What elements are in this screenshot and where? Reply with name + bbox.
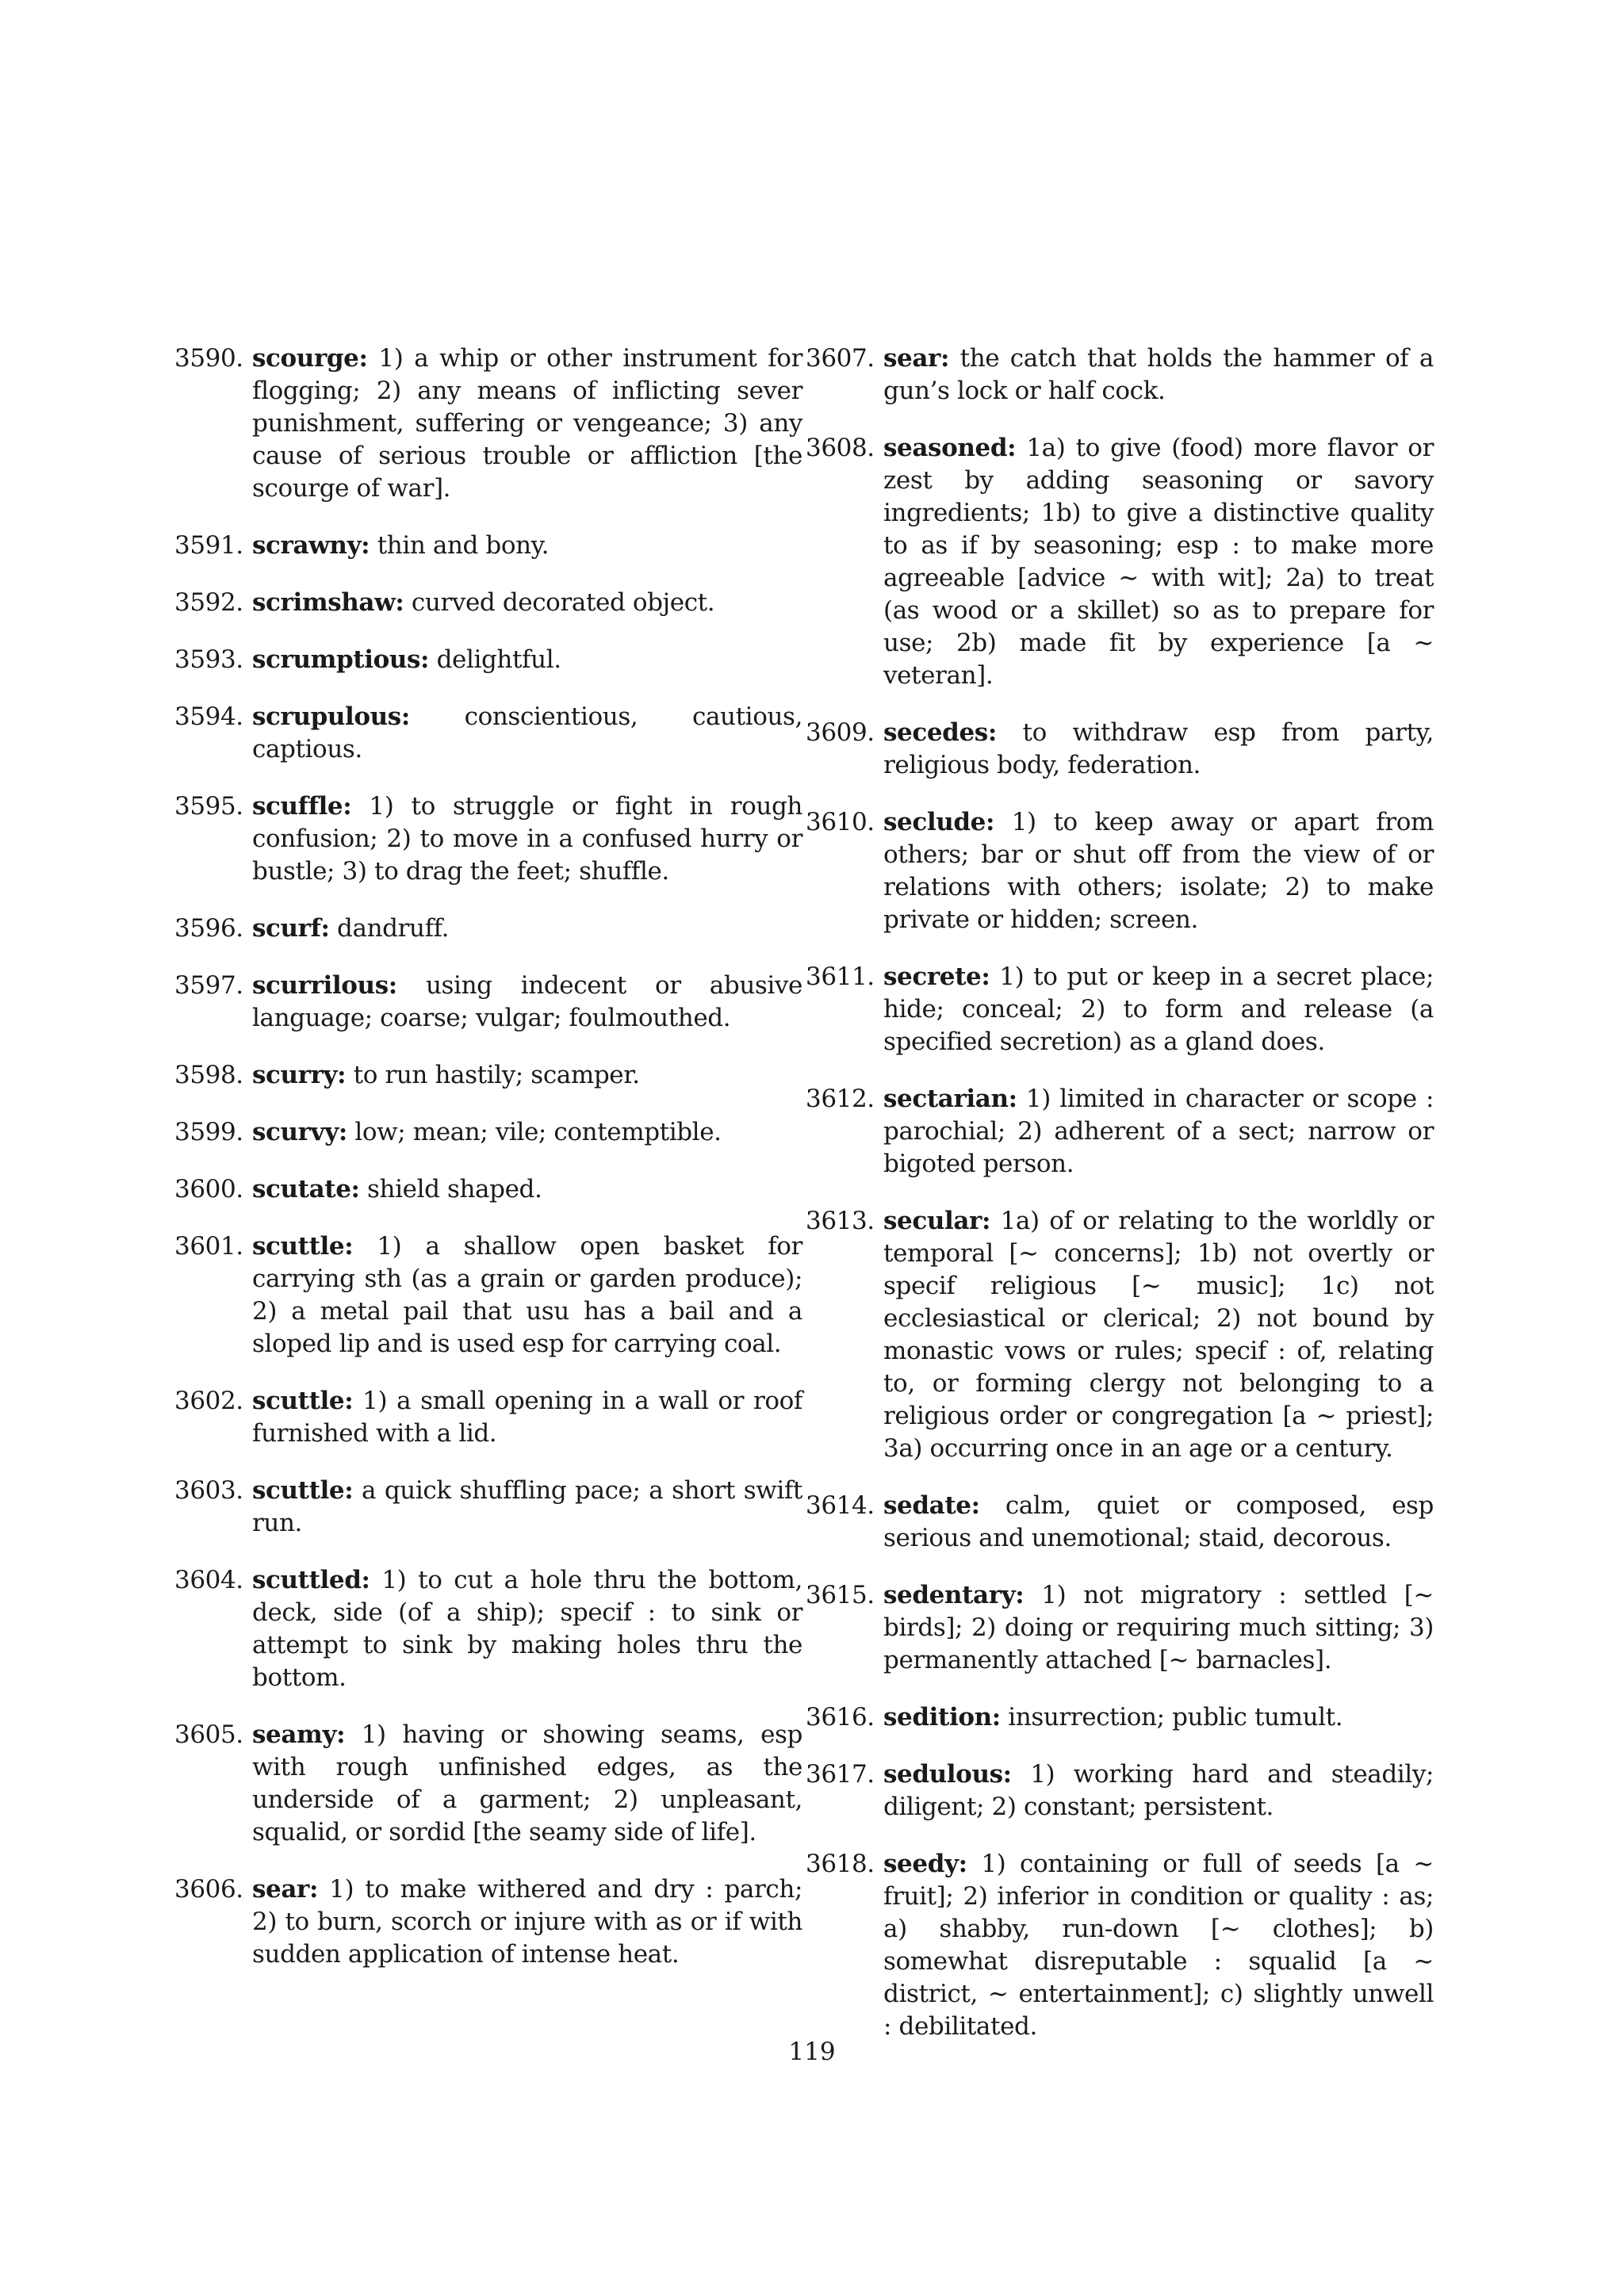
dictionary-entry — [176, 1719, 802, 1849]
entry-definition: 1) containing or full of seeds [a ∼ fruit]; 2) inferior in condition or quality : as; a) shabby, run-down [∼ clothes]; b) somewhat disreputable : squalid [a ∼ district, ∼ entertainment]; c) slightly unwell : debilitated. — [883, 1850, 1434, 2041]
entry-number: 3617. — [806, 1760, 875, 1789]
dictionary-entry — [176, 1475, 802, 1540]
entry-definition: 1a) of or relating to the worldly or temporal [∼ concerns]; 1b) not overtly or specif religious [∼ music]; 1c) not ecclesiastical or clerical; 2) not bound by monastic vows or rules; specif : of, relating to, or forming clergy not belonging to a religious order or congregation [a ∼ priest]; 3a) occurring once in an age or a century. — [883, 1207, 1434, 1463]
entry-term: scurrilous: — [252, 971, 397, 1000]
entry-definition: delightful. — [436, 645, 561, 674]
entry-number: 3612. — [806, 1085, 875, 1113]
entry-term: sedulous: — [883, 1760, 1012, 1789]
entry-number: 3593. — [174, 645, 243, 674]
entry-number: 3599. — [174, 1118, 243, 1146]
entry-term: scrumptious: — [252, 645, 430, 674]
entry-term: secrete: — [883, 962, 990, 991]
entry-definition: 1) to cut a hole thru the bottom, deck, side (of a ship); specif : to sink or attempt to sink by making holes thru the bottom. — [252, 1566, 802, 1692]
entry-number: 3596. — [174, 914, 243, 943]
entry-definition: 1) a small opening in a wall or roof furnished with a lid. — [252, 1387, 802, 1448]
entry-term: sear: — [883, 344, 950, 373]
dictionary-entry — [176, 970, 802, 1035]
dictionary-entry — [176, 1173, 802, 1206]
entry-definition: 1a) to give (food) more flavor or zest by adding seasoning or savory ingredients; 1b) to give a distinctive quality to as if by seasoning; esp : to make more agreeable [advice ∼ with wit]; 2a) to treat (as wood or a skillet) so as to prepare for use; 2b) made fit by experience [a ∼ veteran]. — [883, 434, 1434, 690]
entry-number: 3591. — [174, 531, 243, 560]
dictionary-entry — [807, 1758, 1434, 1823]
entry-term: sedition: — [883, 1703, 1001, 1732]
entry-number: 3600. — [174, 1175, 243, 1203]
entry-term: sectarian: — [883, 1085, 1017, 1113]
entry-definition: dandruff. — [337, 914, 450, 943]
entry-term: seamy: — [252, 1720, 346, 1749]
dictionary-entry — [176, 790, 802, 888]
dictionary-entry — [176, 1230, 802, 1360]
dictionary-entry — [176, 530, 802, 562]
entry-term: secular: — [883, 1207, 991, 1235]
entry-term: seasoned: — [883, 434, 1017, 462]
entry-number: 3597. — [174, 971, 243, 1000]
entry-term: scrupulous: — [252, 702, 410, 731]
entry-number: 3601. — [174, 1232, 243, 1261]
entry-definition: curved decorated object. — [411, 588, 715, 617]
entry-term: scuttle: — [252, 1232, 354, 1261]
entry-number: 3611. — [806, 962, 875, 991]
entry-term: seclude: — [883, 808, 995, 836]
entry-definition: shield shaped. — [367, 1175, 542, 1203]
dictionary-entry — [807, 1701, 1434, 1734]
entry-term: scuttle: — [252, 1387, 354, 1415]
dictionary-entry — [807, 806, 1434, 936]
entry-definition: 1) a whip or other instrument for flogging; 2) any means of inflicting sever punishment, suffering or vengeance; 3) any cause of serious trouble or affliction [the scourge of war]. — [252, 344, 802, 503]
entry-term: scuttle: — [252, 1476, 354, 1505]
entry-term: scurry: — [252, 1061, 347, 1089]
entry-number: 3595. — [174, 792, 243, 821]
dictionary-entry — [807, 1579, 1434, 1677]
page-number: 119 — [788, 2038, 836, 2066]
entry-definition: a quick shuffling pace; a short swift run. — [252, 1476, 802, 1537]
dictionary-entry — [176, 1116, 802, 1149]
dictionary-entry — [807, 1490, 1434, 1555]
entry-term: scourge: — [252, 344, 368, 373]
entry-number: 3618. — [806, 1850, 875, 1878]
left-column — [176, 342, 802, 1996]
entry-number: 3615. — [806, 1581, 875, 1609]
entry-number: 3592. — [174, 588, 243, 617]
entry-number: 3614. — [806, 1491, 875, 1520]
entry-definition: thin and bony. — [377, 531, 550, 560]
entry-term: scutate: — [252, 1175, 360, 1203]
entry-number: 3608. — [806, 434, 875, 462]
entry-number: 3606. — [174, 1875, 243, 1904]
entry-term: scuffle: — [252, 792, 352, 821]
entry-term: sedentary: — [883, 1581, 1025, 1609]
dictionary-entry — [176, 701, 802, 766]
entry-definition: 1) working hard and steadily; diligent; 2) constant; persistent. — [883, 1760, 1434, 1821]
dictionary-entry — [807, 342, 1434, 408]
entry-number: 3609. — [806, 718, 875, 747]
entry-number: 3610. — [806, 808, 875, 836]
entry-term: scurf: — [252, 914, 330, 943]
dictionary-entry — [176, 1873, 802, 1971]
entry-term: secedes: — [883, 718, 997, 747]
dictionary-entry — [176, 1385, 802, 1450]
entry-number: 3613. — [806, 1207, 875, 1235]
entry-definition: to run hastily; scamper. — [353, 1061, 640, 1089]
entry-definition: 1) to keep away or apart from others; bar or shut off from the view of or relations with others; isolate; 2) to make private or hidden; screen. — [883, 808, 1434, 934]
entry-definition: 1) to put or keep in a secret place; hide; conceal; 2) to form and release (a specified secretion) as a gland does. — [883, 962, 1434, 1056]
entry-definition: the catch that holds the hammer of a gun’s lock or half cock. — [883, 344, 1434, 405]
dictionary-entry — [807, 1083, 1434, 1181]
dictionary-entry — [807, 717, 1434, 782]
entry-definition: to withdraw esp from party, religious body, federation. — [883, 718, 1434, 779]
entry-definition: 1) to make withered and dry : parch; 2) to burn, scorch or injure with as or if with sudden application of intense heat. — [252, 1875, 802, 1969]
entry-definition: low; mean; vile; contemptible. — [354, 1118, 722, 1146]
entry-term: scrawny: — [252, 531, 370, 560]
dictionary-entry — [807, 1848, 1434, 2043]
dictionary-entry — [176, 587, 802, 619]
entry-definition: 1) limited in character or scope : parochial; 2) adherent of a sect; narrow or bigoted person. — [883, 1085, 1434, 1178]
entry-term: seedy: — [883, 1850, 967, 1878]
entry-definition: using indecent or abusive language; coarse; vulgar; foulmouthed. — [252, 971, 802, 1032]
dictionary-entry — [176, 1564, 802, 1694]
dictionary-entry — [807, 961, 1434, 1058]
entry-definition: calm, quiet or composed, esp serious and unemotional; staid, decorous. — [883, 1491, 1434, 1552]
dictionary-entry — [807, 1205, 1434, 1465]
entry-number: 3607. — [806, 344, 875, 373]
entry-number: 3594. — [174, 702, 243, 731]
entry-term: sear: — [252, 1875, 319, 1904]
entry-number: 3616. — [806, 1703, 875, 1732]
dictionary-entry — [176, 644, 802, 676]
entry-term: scuttled: — [252, 1566, 370, 1594]
entry-definition: 1) to struggle or fight in rough confusion; 2) to move in a confused hurry or bustle; 3) to drag the feet; shuffle. — [252, 792, 802, 886]
dictionary-entry — [807, 432, 1434, 692]
entry-definition: 1) a shallow open basket for carrying sth (as a grain or garden produce); 2) a metal pail that usu has a bail and a sloped lip and is used esp for carrying coal. — [252, 1232, 802, 1358]
entry-definition: insurrection; public tumult. — [1008, 1703, 1343, 1732]
entry-definition: 1) having or showing seams, esp with rough unfinished edges, as the underside of a garment; 2) unpleasant, squalid, or sordid [the seamy side of life]. — [252, 1720, 802, 1846]
dictionary-entry — [176, 342, 802, 505]
dictionary-entry — [176, 1059, 802, 1092]
entry-number: 3603. — [174, 1476, 243, 1505]
dictionary-entry — [176, 913, 802, 945]
entry-term: scrimshaw: — [252, 588, 404, 617]
right-column — [807, 342, 1434, 2068]
entry-definition: 1) not migratory : settled [∼ birds]; 2) doing or requiring much sitting; 3) permanently attached [∼ barnacles]. — [883, 1581, 1434, 1674]
entry-term: sedate: — [883, 1491, 980, 1520]
entry-definition: conscientious, cautious, captious. — [252, 702, 802, 763]
entry-term: scurvy: — [252, 1118, 347, 1146]
entry-number: 3602. — [174, 1387, 243, 1415]
entry-number: 3598. — [174, 1061, 243, 1089]
entry-number: 3590. — [174, 344, 243, 373]
entry-number: 3605. — [174, 1720, 243, 1749]
entry-number: 3604. — [174, 1566, 243, 1594]
